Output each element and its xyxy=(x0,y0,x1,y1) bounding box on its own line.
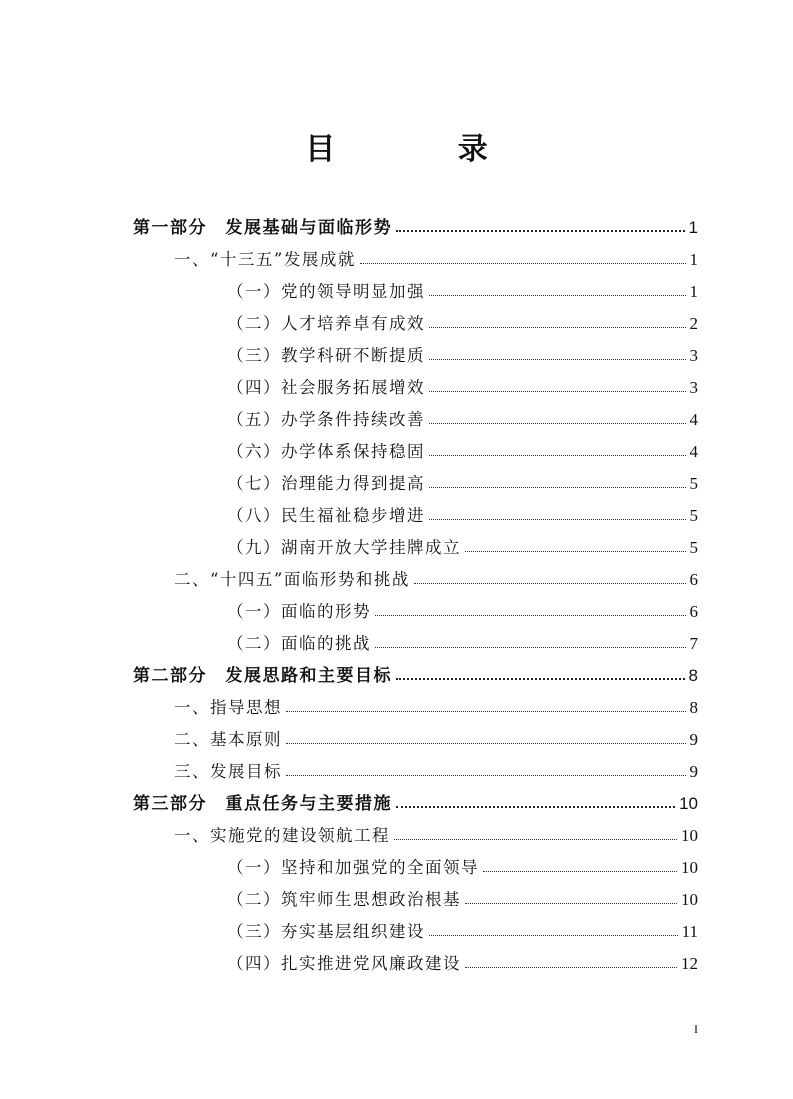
dot-leader xyxy=(286,774,686,776)
toc-entry-page: 4 xyxy=(689,410,698,429)
toc-entry-label: （一）面临的形势 xyxy=(227,602,371,621)
dot-leader xyxy=(396,229,685,232)
toc-entry-label: （四）社会服务拓展增效 xyxy=(227,378,425,397)
toc-entry-label: 二、“十四五”面临形势和挑战 xyxy=(174,570,410,589)
toc-entry[interactable] xyxy=(227,882,698,910)
toc-entry-label: 二、基本原则 xyxy=(174,730,282,749)
toc-entry-label: （二）人才培养卓有成效 xyxy=(227,314,425,333)
toc-entry-page: 1 xyxy=(688,218,698,237)
toc-entry-page: 12 xyxy=(681,954,698,973)
toc-entry-label: （七）治理能力得到提高 xyxy=(227,474,425,493)
toc-entry-page: 10 xyxy=(681,858,698,877)
toc-entry-page: 8 xyxy=(689,698,698,717)
dot-leader xyxy=(429,326,686,328)
toc-entry[interactable] xyxy=(227,370,698,398)
toc-entry[interactable] xyxy=(227,274,698,302)
toc-entry[interactable] xyxy=(174,242,698,270)
dot-leader xyxy=(429,358,686,360)
toc-entry[interactable] xyxy=(227,850,698,878)
toc-entry-page: 5 xyxy=(689,538,698,557)
dot-leader xyxy=(483,870,677,872)
dot-leader xyxy=(414,582,686,584)
toc-entry-label: 三、发展目标 xyxy=(174,762,282,781)
toc-entry-label: （三）夯实基层组织建设 xyxy=(227,922,425,941)
toc-entry-label: （六）办学体系保持稳固 xyxy=(227,442,425,461)
toc-entry[interactable] xyxy=(227,530,698,558)
toc-entry[interactable] xyxy=(227,338,698,366)
dot-leader xyxy=(286,710,686,712)
toc-entry[interactable] xyxy=(227,914,698,942)
toc-entry[interactable] xyxy=(227,466,698,494)
toc-entry-page: 6 xyxy=(689,602,698,621)
toc-entry[interactable] xyxy=(227,306,698,334)
toc-entry-page: 8 xyxy=(688,666,698,685)
toc-entry[interactable] xyxy=(227,498,698,526)
toc-entry-label: （二）面临的挑战 xyxy=(227,634,371,653)
toc-entry-page: 5 xyxy=(689,506,698,525)
dot-leader xyxy=(396,805,675,808)
dot-leader xyxy=(375,614,686,616)
dot-leader xyxy=(429,390,686,392)
toc-entry-page: 9 xyxy=(689,730,698,749)
toc-entry[interactable] xyxy=(174,562,698,590)
toc-entry[interactable] xyxy=(227,946,698,974)
toc-entry[interactable] xyxy=(227,626,698,654)
toc-entry-label: （一）坚持和加强党的全面领导 xyxy=(227,858,479,877)
dot-leader xyxy=(394,838,677,840)
dot-leader xyxy=(465,902,677,904)
dot-leader xyxy=(429,294,686,296)
toc-entry-page: 7 xyxy=(689,634,698,653)
toc-entry[interactable] xyxy=(133,210,698,238)
dot-leader xyxy=(286,742,686,744)
toc-entry-label: （四）扎实推进党风廉政建设 xyxy=(227,954,461,973)
dot-leader xyxy=(429,422,686,424)
dot-leader xyxy=(429,454,686,456)
toc-entry-label: （三）教学科研不断提质 xyxy=(227,346,425,365)
toc-entry[interactable] xyxy=(227,594,698,622)
page-number: I xyxy=(694,1022,698,1036)
toc-entry-page: 9 xyxy=(689,762,698,781)
toc-entry-page: 3 xyxy=(689,346,698,365)
toc-entry-label: 第一部分 发展基础与面临形势 xyxy=(133,218,392,238)
toc-entry-page: 10 xyxy=(681,890,698,909)
dot-leader xyxy=(429,486,686,488)
dot-leader xyxy=(396,677,685,680)
toc-entry-label: （九）湖南开放大学挂牌成立 xyxy=(227,538,461,557)
toc-entry[interactable] xyxy=(174,690,698,718)
toc-entry[interactable] xyxy=(174,818,698,846)
toc-entry-page: 1 xyxy=(689,282,698,301)
toc-title: 目 录 xyxy=(305,132,544,167)
dot-leader xyxy=(429,934,678,936)
toc-entry-page: 3 xyxy=(689,378,698,397)
toc-entry-label: 第三部分 重点任务与主要措施 xyxy=(133,794,392,814)
toc-entry-page: 11 xyxy=(681,922,698,941)
toc-entry-page: 4 xyxy=(689,442,698,461)
toc-entry[interactable] xyxy=(227,402,698,430)
dot-leader xyxy=(465,550,686,552)
dot-leader xyxy=(360,262,686,264)
toc-entry-page: 1 xyxy=(689,250,698,269)
toc-entry-page: 10 xyxy=(679,794,698,813)
toc-entry-page: 10 xyxy=(681,826,698,845)
toc-entry[interactable] xyxy=(133,658,698,686)
toc-entry-label: （八）民生福祉稳步增进 xyxy=(227,506,425,525)
toc-entry[interactable] xyxy=(227,434,698,462)
toc-entry-label: （五）办学条件持续改善 xyxy=(227,410,425,429)
toc-entry[interactable] xyxy=(174,754,698,782)
toc-entry-label: 一、“十三五”发展成就 xyxy=(174,250,356,269)
toc-entry-label: （二）筑牢师生思想政治根基 xyxy=(227,890,461,909)
dot-leader xyxy=(375,646,686,648)
toc-entry-page: 5 xyxy=(689,474,698,493)
toc-entry[interactable] xyxy=(133,786,698,814)
dot-leader xyxy=(429,518,686,520)
toc-entry-page: 6 xyxy=(689,570,698,589)
toc-entry-label: （一）党的领导明显加强 xyxy=(227,282,425,301)
toc-entry[interactable] xyxy=(174,722,698,750)
toc-entry-page: 2 xyxy=(689,314,698,333)
toc-entry-label: 一、指导思想 xyxy=(174,698,282,717)
toc-entry-label: 一、实施党的建设领航工程 xyxy=(174,826,390,845)
dot-leader xyxy=(465,966,677,968)
toc-entry-label: 第二部分 发展思路和主要目标 xyxy=(133,666,392,686)
